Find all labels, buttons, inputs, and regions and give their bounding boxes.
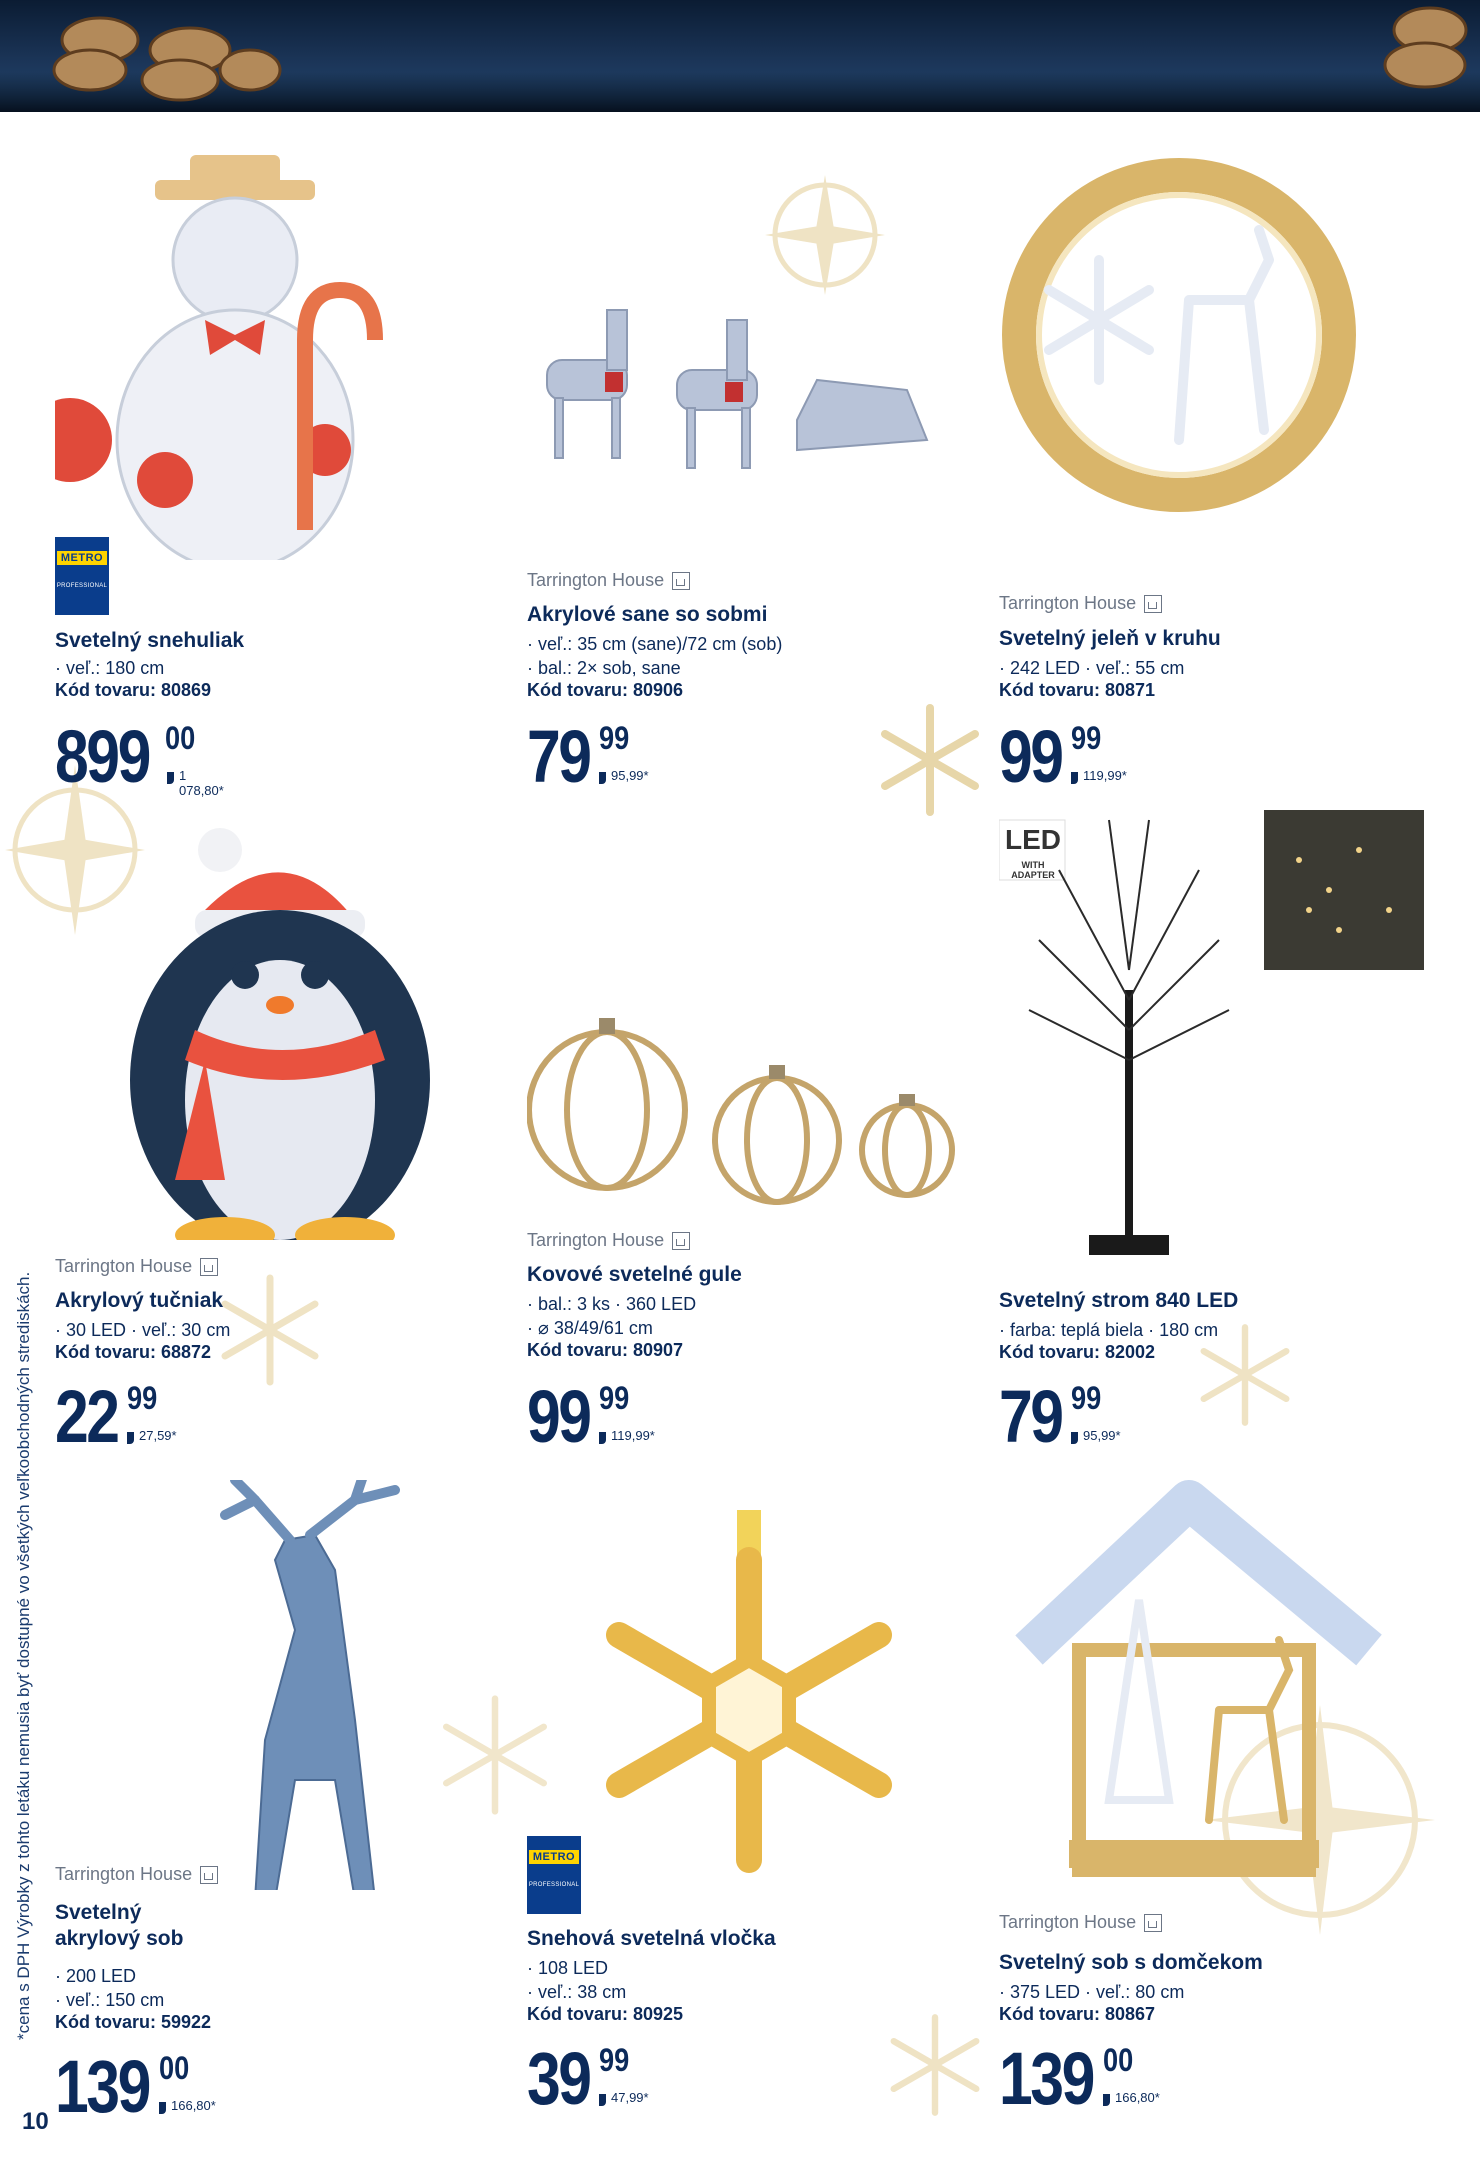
price-main: 139 bbox=[999, 2037, 1093, 2120]
product-code: Kód tovaru: 59922 bbox=[55, 2012, 212, 2032]
product-sleigh[interactable] bbox=[527, 150, 967, 800]
price-with-vat: 95,99* bbox=[1083, 1428, 1121, 1443]
tarrington-house-icon bbox=[1144, 595, 1162, 613]
price-cents: 99 bbox=[599, 720, 630, 756]
product-snowman[interactable] bbox=[55, 150, 495, 800]
brand-name: Tarrington House bbox=[55, 1864, 193, 1884]
tarrington-house-icon bbox=[200, 1258, 218, 1276]
tarrington-house-icon bbox=[672, 1232, 690, 1250]
side-note: *cena s DPH Výrobky z tohto letáku nemusia byť dostupné vo všetkých veľkoobchodných strediskách. bbox=[14, 1271, 33, 2040]
product-code: Kód tovaru: 80871 bbox=[999, 680, 1156, 700]
brand-label bbox=[55, 1256, 218, 1277]
product-name: Svetelný snehuliak bbox=[55, 629, 245, 652]
product-spec: · bal.: 2× sob, sane bbox=[527, 658, 681, 678]
price-with-vat: 119,99* bbox=[611, 1428, 655, 1443]
product-code: Kód tovaru: 80907 bbox=[527, 1340, 684, 1360]
product-code: Kód tovaru: 82002 bbox=[999, 1342, 1156, 1362]
product-house-deer[interactable] bbox=[999, 1480, 1439, 2130]
acrylic-reindeer-image bbox=[55, 1480, 495, 1890]
product-code: Kód tovaru: 80906 bbox=[527, 680, 684, 700]
price-main: 79 bbox=[999, 1375, 1062, 1458]
product-spec: · veľ.: 150 cm bbox=[55, 1990, 165, 2010]
product-name: Svetelný akrylový sob bbox=[55, 1901, 184, 1950]
price-with-vat: 95,99* bbox=[611, 768, 649, 783]
product-snowflake[interactable] bbox=[527, 1480, 967, 2130]
metro-logo-text: METRO bbox=[529, 1850, 579, 1864]
product-spec: · 30 LED · veľ.: 30 cm bbox=[55, 1320, 231, 1340]
pine-cone-icon bbox=[1370, 0, 1480, 112]
product-name: Svetelný sob s domčekom bbox=[999, 1951, 1263, 1974]
price-main: 79 bbox=[527, 715, 590, 798]
product-deer-ring[interactable] bbox=[999, 150, 1439, 800]
product-spec: · bal.: 3 ks · 360 LED bbox=[527, 1294, 697, 1314]
product-spec: · farba: teplá biela · 180 cm bbox=[999, 1320, 1219, 1340]
price-comma bbox=[167, 772, 174, 784]
brand-label bbox=[527, 1230, 690, 1251]
price-with-vat: 166,80* bbox=[1115, 2090, 1160, 2105]
price-main: 99 bbox=[999, 715, 1062, 798]
product-spec: · 200 LED bbox=[55, 1966, 137, 1986]
product-spec: · 242 LED · veľ.: 55 cm bbox=[999, 658, 1185, 678]
product-spec: · 375 LED · veľ.: 80 cm bbox=[999, 1982, 1185, 2002]
price-main: 39 bbox=[527, 2037, 590, 2120]
brand-name: Tarrington House bbox=[527, 570, 665, 590]
product-name: Svetelný strom 840 LED bbox=[999, 1289, 1239, 1312]
product-penguin[interactable] bbox=[55, 810, 495, 1460]
metro-logo-sub: PROFESSIONAL bbox=[56, 583, 108, 589]
pine-cone-icon bbox=[40, 0, 290, 112]
price-comma bbox=[1103, 2094, 1110, 2106]
price-comma bbox=[127, 1432, 134, 1444]
brand-label bbox=[527, 570, 690, 591]
price-with-vat: 166,80* bbox=[171, 2098, 216, 2113]
penguin-image bbox=[55, 810, 495, 1240]
price-main: 99 bbox=[527, 1375, 590, 1458]
price-cents: 00 bbox=[159, 2050, 190, 2086]
product-name: Svetelný jeleň v kruhu bbox=[999, 627, 1221, 650]
price-with-vat: 119,99* bbox=[1083, 768, 1127, 783]
product-name: Snehová svetelná vločka bbox=[527, 1927, 776, 1950]
product-spec: · ⌀ 38/49/61 cm bbox=[527, 1318, 653, 1338]
product-spec: · veľ.: 180 cm bbox=[55, 658, 165, 678]
metro-professional-logo bbox=[527, 1836, 581, 1914]
product-balls[interactable] bbox=[527, 810, 967, 1460]
price-cents: 99 bbox=[1071, 1380, 1102, 1416]
price-cents: 99 bbox=[599, 1380, 630, 1416]
metro-logo-text: METRO bbox=[57, 551, 107, 565]
led-badge-title: LED bbox=[1005, 824, 1061, 855]
price-cents: 99 bbox=[1071, 720, 1102, 756]
price-main: 139 bbox=[55, 2045, 149, 2128]
price-cents: 99 bbox=[127, 1380, 158, 1416]
product-name: Kovové svetelné gule bbox=[527, 1263, 742, 1286]
price-with-vat: 47,99* bbox=[611, 2090, 649, 2105]
metro-professional-logo bbox=[55, 537, 109, 615]
price-cents: 99 bbox=[599, 2042, 630, 2078]
product-reindeer[interactable] bbox=[55, 1480, 495, 2130]
product-code: Kód tovaru: 68872 bbox=[55, 1342, 212, 1362]
brand-name: Tarrington House bbox=[999, 593, 1137, 613]
deer-ring-image bbox=[999, 150, 1439, 560]
snowflake-light-image bbox=[527, 1480, 967, 1890]
price-cents: 00 bbox=[165, 720, 196, 756]
price-with-vat: 27,59* bbox=[139, 1428, 177, 1443]
product-code: Kód tovaru: 80925 bbox=[527, 2004, 684, 2024]
price-with-vat: 1 078,80* bbox=[179, 768, 224, 798]
product-spec: · veľ.: 35 cm (sane)/72 cm (sob) bbox=[527, 634, 783, 654]
brand-name: Tarrington House bbox=[527, 1230, 665, 1250]
product-code: Kód tovaru: 80869 bbox=[55, 680, 212, 700]
brand-name: Tarrington House bbox=[999, 1912, 1137, 1932]
price-comma bbox=[1071, 1432, 1078, 1444]
brand-label bbox=[999, 1912, 1162, 1933]
header-banner bbox=[0, 0, 1480, 112]
price-comma bbox=[1071, 772, 1078, 784]
house-deer-image bbox=[999, 1480, 1439, 1890]
tarrington-house-icon bbox=[672, 572, 690, 590]
product-name: Akrylové sane so sobmi bbox=[527, 603, 768, 626]
brand-label bbox=[55, 1864, 218, 1885]
snowman-image bbox=[55, 150, 495, 560]
product-tree[interactable] bbox=[999, 810, 1439, 1460]
led-badge-sub: WITH ADAPTER bbox=[1011, 860, 1055, 880]
price-comma bbox=[599, 2094, 606, 2106]
price-cents: 00 bbox=[1103, 2042, 1134, 2078]
product-code: Kód tovaru: 80867 bbox=[999, 2004, 1156, 2024]
product-spec: · 108 LED bbox=[527, 1958, 609, 1978]
price-main: 22 bbox=[55, 1375, 118, 1458]
brand-label bbox=[999, 593, 1162, 614]
brand-name: Tarrington House bbox=[55, 1256, 193, 1276]
price-main: 899 bbox=[55, 715, 149, 798]
page-number: 10 bbox=[22, 2108, 49, 2135]
product-spec: · veľ.: 38 cm bbox=[527, 1982, 627, 2002]
tarrington-house-icon bbox=[200, 1866, 218, 1884]
sleigh-reindeer-image bbox=[527, 150, 967, 560]
price-comma bbox=[599, 772, 606, 784]
product-name: Akrylový tučniak bbox=[55, 1289, 224, 1312]
light-balls-image bbox=[527, 810, 967, 1220]
led-badge bbox=[1005, 824, 1061, 880]
led-tree-image bbox=[999, 810, 1439, 1260]
price-comma bbox=[159, 2102, 166, 2114]
metro-logo-sub: PROFESSIONAL bbox=[528, 1882, 580, 1888]
tarrington-house-icon bbox=[1144, 1914, 1162, 1932]
price-comma bbox=[599, 1432, 606, 1444]
